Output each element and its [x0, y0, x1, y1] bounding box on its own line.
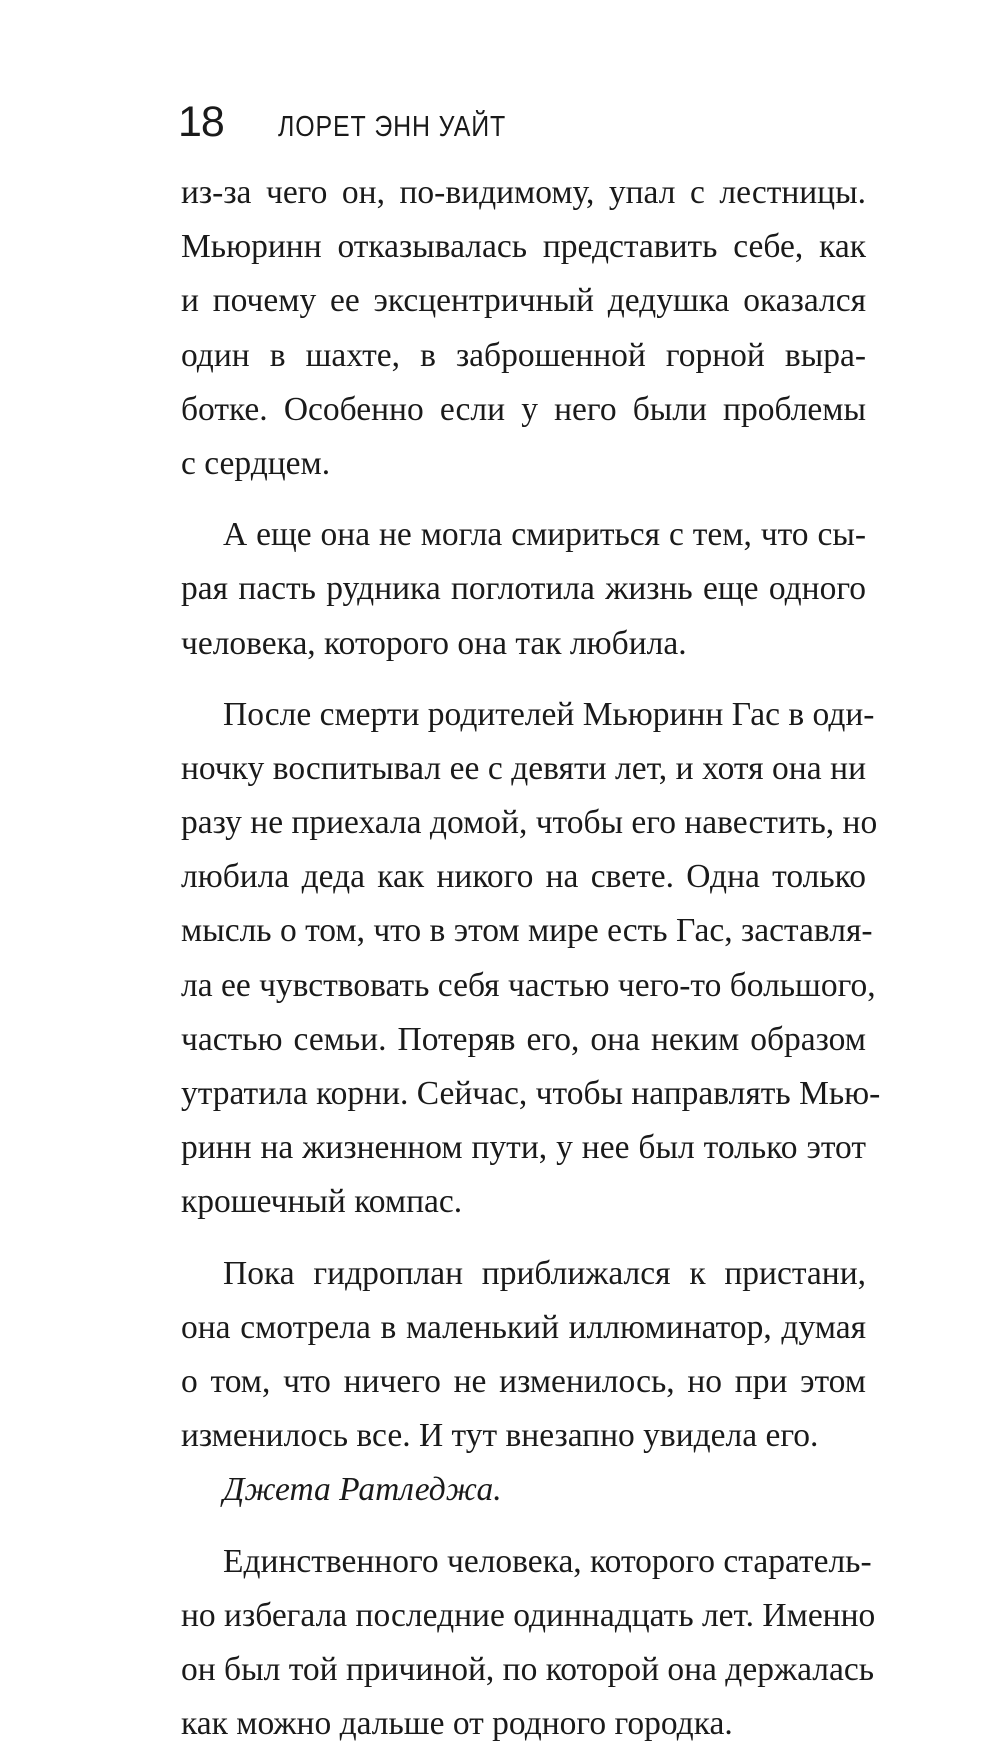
text-line: с сердцем.: [181, 437, 866, 491]
text-line: А еще она не могла смириться с тем, что сы-: [181, 508, 866, 562]
text-line: из-за чего он, по-видимому, упал с лестницы.: [181, 166, 866, 220]
text-line: разу не приехала домой, чтобы его навестить, но: [181, 796, 866, 850]
text-line-italic: Джета Ратледжа.: [181, 1463, 866, 1517]
text-line: о том, что ничего не изменилось, но при этом: [181, 1355, 866, 1409]
text-line: Пока гидроплан приближался к пристани,: [181, 1247, 866, 1301]
paragraph: [181, 1247, 866, 1464]
text-line: но избегала последние одиннадцать лет. Именно: [181, 1589, 866, 1643]
text-line: крошечный компас.: [181, 1175, 866, 1229]
text-line: Мьюринн отказывалась представить себе, как: [181, 220, 866, 274]
paragraph-italic: [181, 1463, 866, 1517]
text-line: ринн на жизненном пути, у нее был только этот: [181, 1121, 866, 1175]
paragraph: [181, 688, 866, 1230]
text-line: мысль о том, что в этом мире есть Гас, заставля-: [181, 904, 866, 958]
text-line: частью семьи. Потеряв его, она неким образом: [181, 1013, 866, 1067]
text-line: он был той причиной, по которой она держалась: [181, 1643, 866, 1697]
text-line: человека, которого она так любила.: [181, 617, 866, 671]
text-line: рая пасть рудника поглотила жизнь еще одного: [181, 562, 866, 616]
text-line: как можно дальше от родного городка.: [181, 1697, 866, 1751]
running-head-author: ЛОРЕТ ЭНН УАЙТ: [278, 97, 506, 157]
text-line: один в шахте, в заброшенной горной выра-: [181, 329, 866, 383]
paragraph: [181, 1535, 866, 1751]
page-header: [178, 92, 543, 152]
body-text: [181, 166, 866, 1751]
text-line: она смотрела в маленький иллюминатор, думая: [181, 1301, 866, 1355]
text-line: ночку воспитывал ее с девяти лет, и хотя она ни: [181, 742, 866, 796]
page-number: 18: [178, 92, 224, 152]
text-line: Единственного человека, которого старатель-: [181, 1535, 866, 1589]
paragraph: [181, 508, 866, 671]
text-line: любила деда как никого на свете. Одна только: [181, 850, 866, 904]
text-line: ботке. Особенно если у него были проблемы: [181, 383, 866, 437]
text-line: утратила корни. Сейчас, чтобы направлять Мью-: [181, 1067, 866, 1121]
paragraph: [181, 166, 866, 491]
text-line: изменилось все. И тут внезапно увидела его.: [181, 1409, 866, 1463]
text-line: ла ее чувствовать себя частью чего-то большого,: [181, 959, 866, 1013]
text-line: После смерти родителей Мьюринн Гас в оди-: [181, 688, 866, 742]
text-line: и почему ее эксцентричный дедушка оказался: [181, 274, 866, 328]
